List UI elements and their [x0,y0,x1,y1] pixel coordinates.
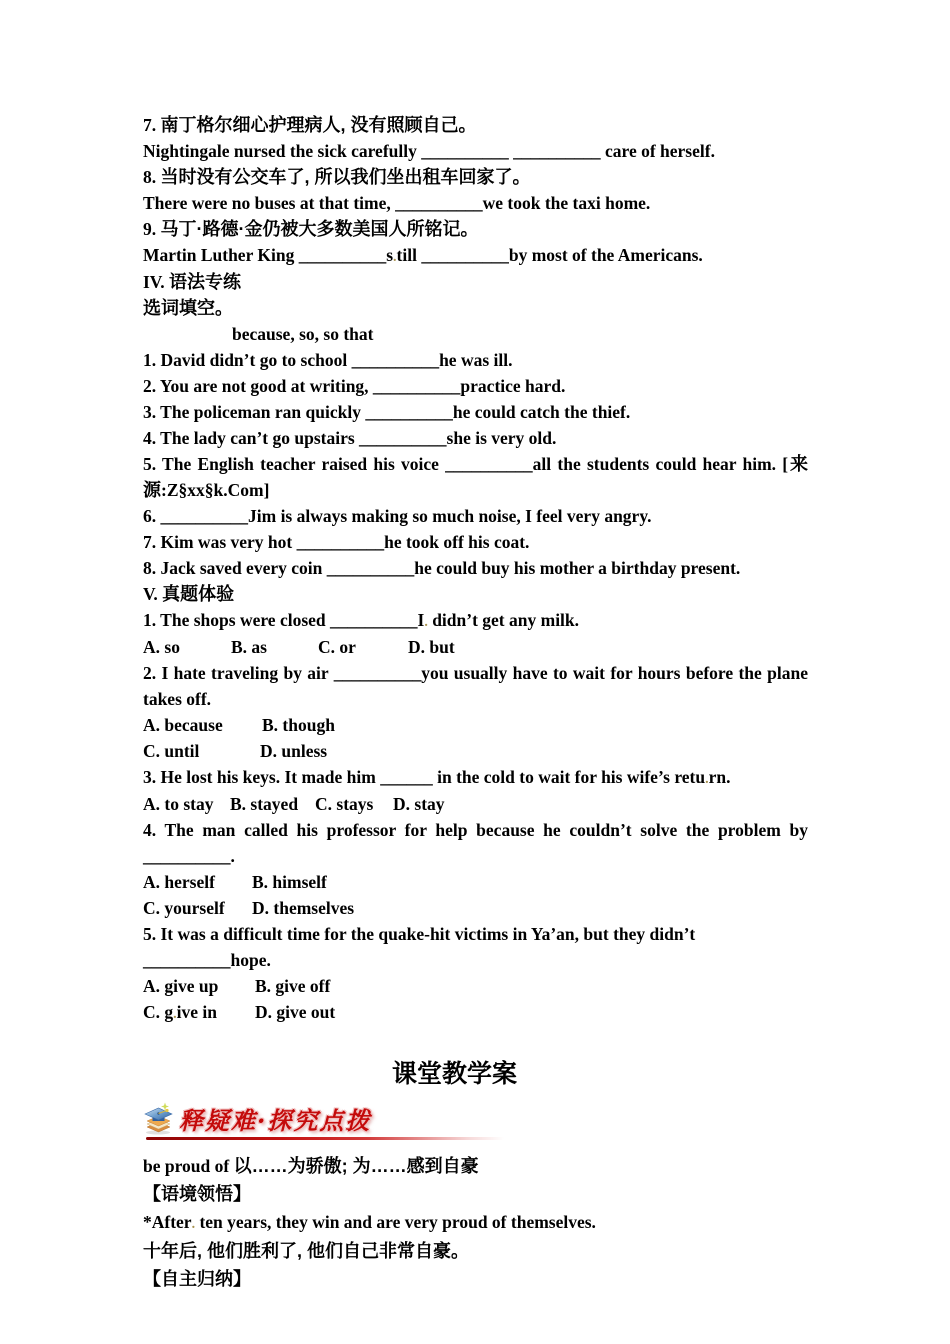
option-cell [252,896,808,922]
text-segment: 源 [143,480,161,500]
text-segment: 2. I hate traveling by air __________you usually have to wait for hours before the plane [143,663,808,683]
text-segment: *After [143,1212,192,1232]
text-line [143,556,808,582]
text-segment: 7. Kim was very hot __________he took off his coat. [143,532,530,552]
option-cell [252,870,808,896]
text-segment: D. but [408,637,455,657]
text-segment: 【自主归纳】 [143,1269,251,1289]
banner-title: 释疑难·探究点拨 [179,1106,372,1135]
text-segment: :Z§xx§k.Com] [161,480,270,500]
text-segment: 【语境领悟】 [143,1184,251,1204]
text-line [143,113,808,139]
text-segment: 8. Jack saved every coin __________he could buy his mother a birthday present. [143,558,741,578]
options-row [143,896,808,922]
option-cell [315,792,393,818]
options-row [143,739,808,765]
text-line [143,1181,808,1209]
text-segment: 4. The man called his professor for help because he couldn’t solve the problem by [143,820,808,840]
text-segment: A. so [143,637,180,657]
text-segment: C. stays [315,794,374,814]
text-segment: 真题体验 [162,584,235,604]
text-line [143,243,808,270]
text-segment: 1. David didn’t go to school __________he was ill. [143,350,513,370]
text-line [143,1209,808,1238]
text-segment: B. though [262,715,335,735]
text-segment: 选词填空。 [143,298,233,318]
text-line [143,530,808,556]
text-line [143,270,808,296]
text-segment: A. give up [143,976,219,996]
option-cell [230,792,315,818]
text-line [143,818,808,844]
text-segment: B. stayed [230,794,299,814]
option-cell [143,792,230,818]
text-segment: 语法专练 [168,272,241,292]
text-segment: A. to stay [143,794,214,814]
option-cell [318,635,408,661]
notes-lines [143,1153,808,1294]
option-cell [260,739,808,765]
text-segment: 马丁·路德·金仍被大多数美国人所铭记。 [160,219,479,239]
text-segment: D. stay [393,794,445,814]
options-row [143,1000,808,1027]
text-segment: There were no buses at that time, __________we took the taxi home. [143,193,651,213]
options-row [143,974,808,1000]
text-segment: 4. The lady can’t go upstairs __________she is very old. [143,428,557,448]
text-segment: IV. [143,272,169,292]
options-row [143,713,808,739]
text-segment: 7. [143,115,161,135]
text-line [143,191,808,217]
text-line [143,322,808,348]
text-line [143,374,808,400]
text-line [143,582,808,608]
banner-row [143,1102,808,1135]
text-segment: D. themselves [252,898,355,918]
text-line [143,426,808,452]
text-line [143,661,808,687]
text-line [143,1238,808,1266]
text-segment: Martin Luther King __________s [143,245,394,265]
text-segment: be proud of [143,1156,234,1176]
text-segment: A. because [143,715,223,735]
section-banner [143,1102,808,1140]
text-segment: 1. The shops were closed __________I [143,610,425,630]
text-segment: 2. You are not good at writing, __________practice hard. [143,376,566,396]
text-segment: 6. __________Jim is always making so much noise, I feel very angry. [143,506,652,526]
text-segment: 5. The English teacher raised his voice __________all the students could hear him. [ [143,454,789,474]
option-cell [143,974,255,1000]
stray-mark: . [173,1007,177,1022]
option-cell [143,739,260,765]
text-segment: B. himself [252,872,327,892]
banner-underline [146,1137,504,1140]
text-line [143,348,808,374]
text-segment: A. herself [143,872,215,892]
option-cell [143,870,252,896]
text-segment: B. give off [255,976,331,996]
text-line [143,687,808,713]
text-segment: till __________by most of the Americans. [396,245,703,265]
stray-mark: . [424,615,428,630]
text-segment: because, so, so that [232,324,374,344]
text-segment: __________. [143,846,235,866]
text-line [143,478,808,504]
text-segment: C. or [318,637,356,657]
text-segment: rn. [708,767,731,787]
text-segment: didn’t get any milk. [427,610,580,630]
text-segment: 5. It was a difficult time for the quake-hit victims in Ya’an, but they didn’t __________hope. [143,924,700,970]
options-row [143,792,808,818]
text-segment: 以……为骄傲; 为……感到自豪 [233,1156,479,1176]
text-line [143,608,808,635]
graduation-cap-books-icon [143,1102,174,1135]
text-segment: D. unless [260,741,328,761]
stray-mark: . [191,1217,196,1232]
exercise-lines [143,113,808,1027]
text-segment: 十年后, 他们胜利了, 他们自己非常自豪。 [143,1241,470,1261]
text-line [143,217,808,243]
text-segment: ive in [176,1002,217,1022]
text-segment: takes off. [143,689,212,709]
text-line [143,139,808,165]
text-line [143,922,808,974]
options-row [143,870,808,896]
text-segment: 8. [143,167,161,187]
text-segment: 当时没有公交车了, 所以我们坐出租车回家了。 [160,167,531,187]
text-segment: C. until [143,741,200,761]
text-segment: V. [143,584,163,604]
text-line [143,844,808,870]
text-segment: 来 [788,454,808,474]
stray-mark: . [705,772,709,787]
option-cell [408,635,808,661]
option-cell [143,635,231,661]
text-line [143,504,808,530]
text-segment: 9. [143,219,161,239]
text-segment: Nightingale nursed the sick carefully __________ __________ care of herself. [143,141,715,161]
text-line [143,1266,808,1294]
text-segment: 3. He lost his keys. It made him ______ in the cold to wait for his wife’s retu [143,767,706,787]
stray-mark: . [393,250,397,265]
option-cell [143,713,262,739]
text-line [143,765,808,792]
text-segment: D. give out [255,1002,336,1022]
text-line [143,296,808,322]
option-cell [393,792,808,818]
page-title: 课堂教学案 [391,1060,517,1088]
text-line [143,400,808,426]
text-line [143,165,808,191]
option-cell [231,635,318,661]
option-cell [262,713,808,739]
text-segment: ten years, they win and are very proud of themselves. [195,1212,596,1232]
text-segment: 南丁格尔细心护理病人, 没有照顾自己。 [160,115,477,135]
worksheet-page [143,113,808,1294]
text-line [143,452,808,478]
text-segment: C. g [143,1002,174,1022]
text-segment: B. as [231,637,267,657]
option-cell [255,1000,808,1027]
option-cell [143,896,252,922]
text-line [143,1153,808,1181]
options-row [143,635,808,661]
text-segment: C. yourself [143,898,225,918]
option-cell [255,974,808,1000]
option-cell [143,1000,255,1027]
text-segment: 3. The policeman ran quickly __________he could catch the thief. [143,402,631,422]
